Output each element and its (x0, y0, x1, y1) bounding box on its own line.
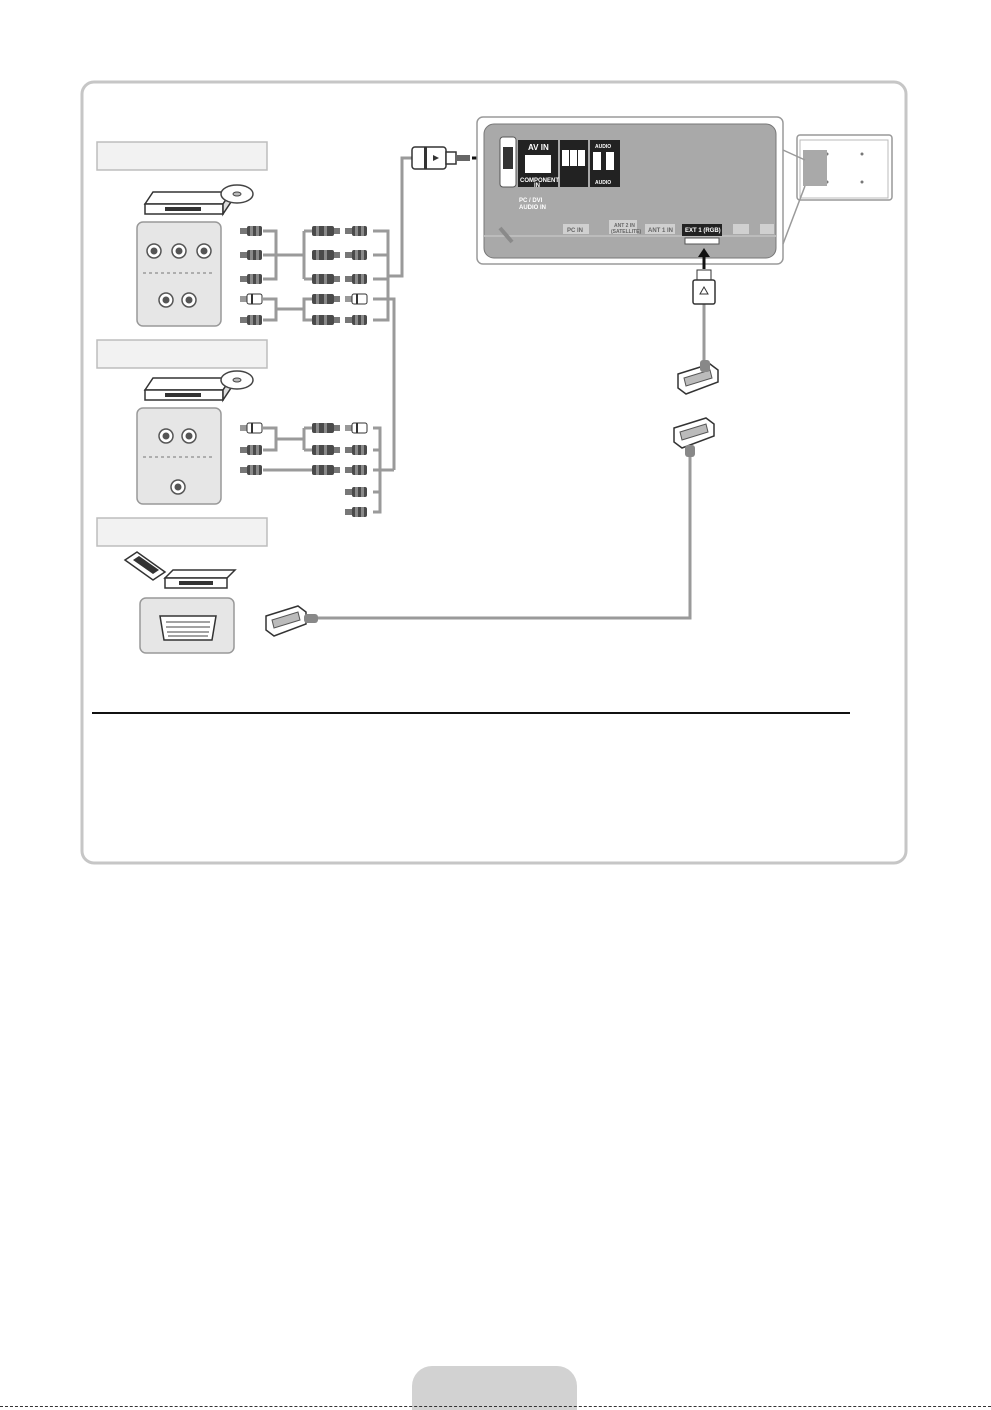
device-output-panel-1 (137, 222, 221, 326)
scart-cable (318, 304, 704, 618)
device-label-box-3 (97, 518, 267, 546)
dvd-player-icon-2 (145, 371, 253, 400)
pc-dvi-audio-label: PC / DVI AUDIO IN (519, 198, 546, 211)
ant1-in-label: ANT 1 IN (648, 228, 674, 234)
page-number-tab (412, 1366, 577, 1410)
device-output-panel-2 (137, 408, 221, 504)
audio-label-top: AUDIO (595, 144, 612, 150)
audio-label-bottom: AUDIO (595, 180, 612, 186)
component-in-label: COMPONENT IN (520, 178, 559, 189)
ext1-rgb-label: EXT 1 (RGB) (685, 228, 721, 234)
scart-plug-middle (674, 418, 714, 448)
pc-in-label: PC IN (567, 228, 584, 234)
dvd-player-icon-1 (145, 185, 253, 214)
tv-back-thumbnail (783, 135, 892, 244)
component-audio-cable-set (263, 158, 412, 470)
scart-ferrite-vcr (304, 614, 318, 623)
bottom-dashed-rule (0, 1406, 991, 1407)
device-label-box-1 (97, 142, 267, 170)
scart-connector-tv (693, 270, 715, 304)
tv-rear-panel (477, 117, 783, 264)
ant2-in-label: ANT 2 IN (SATELLITE) (611, 223, 642, 235)
vcr-icon (125, 552, 235, 588)
av-in-plug (412, 147, 470, 169)
scart-socket-panel (140, 598, 234, 653)
scart-plug-upper (678, 364, 718, 394)
scart-ferrite-middle (685, 445, 695, 457)
av-in-label: AV IN (528, 143, 549, 152)
device-label-box-2 (97, 340, 267, 368)
scart-plug-vcr (266, 606, 306, 636)
scart-ferrite-upper (700, 360, 710, 372)
